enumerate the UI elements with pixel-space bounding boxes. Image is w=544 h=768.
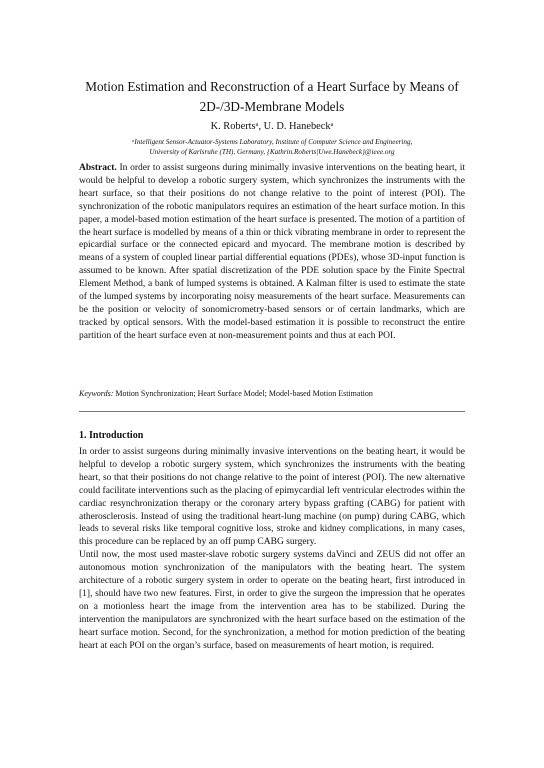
divider	[79, 411, 465, 412]
abstract-label: Abstract.	[79, 163, 117, 173]
affiliation-dots: ...	[269, 157, 275, 163]
affiliation-line-2: University of Karlsruhe (TH), Germany, {Kathrin.Roberts|Uwe.Hanebeck}@ieee.org	[149, 148, 395, 156]
affiliation	[80, 137, 464, 157]
intro-paragraph-1: In order to assist surgeons during minimally invasive interventions on the beating heart, it would be helpful to develop a robotic surgery system, which synchronizes the instruments with the beating heart, so that their positions do not change relative to the point of interest (POI). The new alternative could facilitate interventions such as the placing of epimycardial left ventricular electrodes within the cardiac resynchronization therapy or the coronary artery bypass grafting (CABG) for patient with atherosclerosis. Instead of using the traditional heart-lung machine (on pump) during CABG, which leads to several risks like temporal cognitive loss, stroke and kidney complications, in many cases, this procedure can be replaced by an off pump CABG surgery.	[79, 447, 465, 548]
intro-paragraph-2: Until now, the most used master-slave robotic surgery systems daVinci and ZEUS did not offer an autonomous motion synchronization of the manipulators with the beating heart. The system architecture of a robotic surgery system in order to operate on the beating heart, first introduced in [1], should have two new features. First, in order to give the surgeon the impression that he operates on a motionless heart the image from the intervention area has to be stabilized. During the intervention the manipulators are synchronized with the heart surface based on the estimation of the heart surface motion. Second, for the synchronization, a method for motion prediction of the beating heart at each POI on the organ’s surface, based on measurements of heart motion, is required.	[79, 550, 465, 651]
keywords-text: Motion Synchronization; Heart Surface Model; Model-based Motion Estimation	[115, 389, 373, 398]
affiliation-line-1: ᵃIntelligent Sensor-Actuator-Systems Laboratory, Institute of Computer Science and Engineering,	[131, 138, 413, 146]
section-heading: 1. Introduction	[79, 430, 144, 441]
intro-body	[79, 446, 465, 653]
keywords	[79, 388, 465, 399]
abstract-text: In order to assist surgeons during minimally invasive interventions on the beating heart, it would be helpful to develop a robotic surgery system, which synchronizes the instruments with the heart surface, so that their positions do not change relative to the point of interest (POI). The synchronization of the robotic manipulators requires an estimation of the heart surface motion. In this paper, a model-based motion estimation of the heart surface is presented. The motion of a partition of the heart surface is modelled by means of a thin or thick vibrating membrane in order to represent the epicardial surface or the connected epicard and myocard. The membrane motion is described by means of a system of coupled linear partial differential equations (PDEs), whose 3D-input function is assumed to be known. After spatial discretization of the PDE solution space by the Finite Spectral Element Method, a bank of lumped systems is obtained. A Kalman filter is used to estimate the state of the lumped systems by incorporating noisy measurements of the heart surface. Measurements can be the position or velocity of sonomicrometry-based sensors or of certain landmarks, which are tracked by optical sensors. With the model-based estimation it is possible to reconstruct the entire partition of the heart surface even at non-measurement points and thus at each POI.	[79, 163, 465, 341]
keywords-label: Keywords:	[79, 389, 114, 398]
authors: K. Robertsᵃ, U. D. Hanebeckᵃ	[210, 121, 334, 132]
paper-title	[60, 77, 484, 117]
title-line-1: Motion Estimation and Reconstruction of a Heart Surface by Means of	[85, 79, 459, 94]
title-line-2: 2D-/3D-Membrane Models	[199, 99, 345, 114]
abstract	[79, 162, 465, 343]
